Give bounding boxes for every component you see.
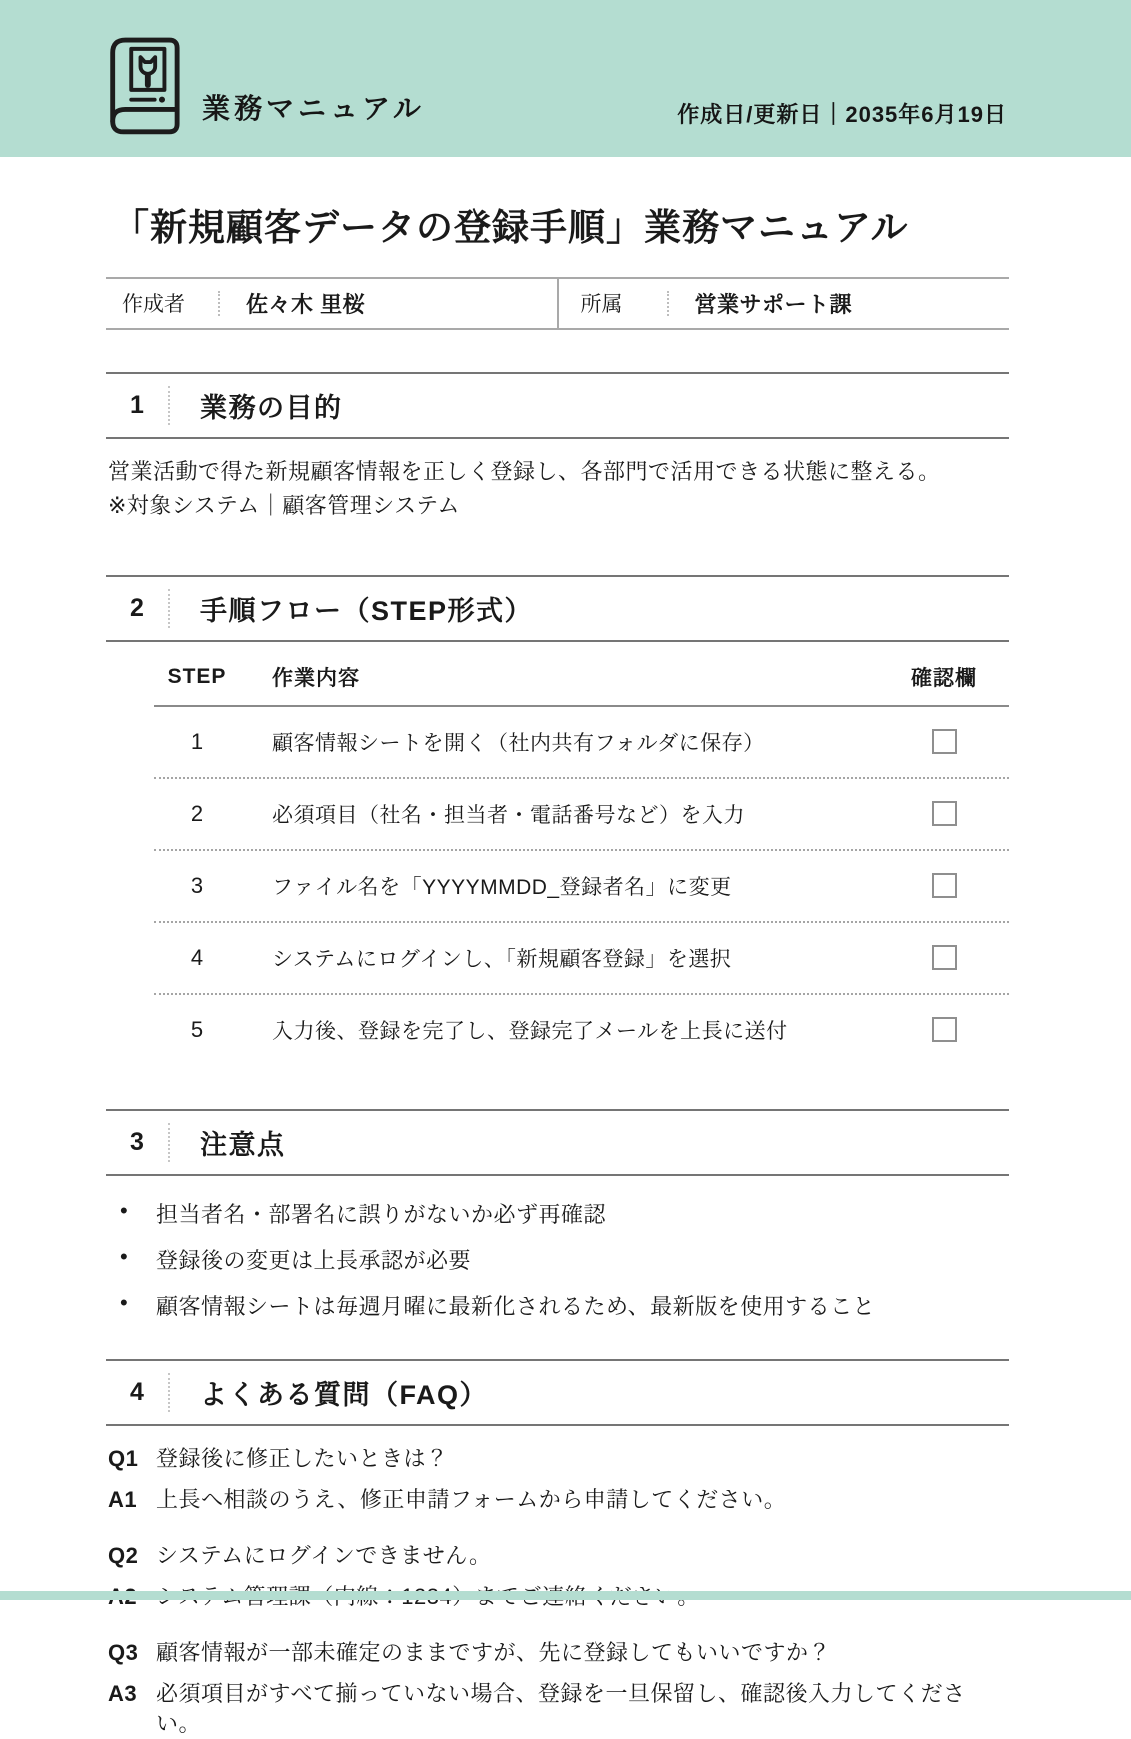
question-label: Q1	[108, 1445, 139, 1471]
answer-text: 上長へ相談のうえ、修正申請フォームから申請してください。	[156, 1486, 787, 1512]
book-wrench-manual-icon	[100, 35, 182, 135]
step-checkbox[interactable]	[932, 801, 957, 826]
faq-answer	[108, 1485, 1009, 1515]
table-row	[154, 779, 1009, 851]
section-title: よくある質問（FAQ）	[200, 1379, 489, 1410]
bullet-icon: •	[120, 1197, 129, 1223]
step-table	[154, 646, 1009, 1065]
faq-question	[108, 1541, 1009, 1571]
page-title: 「新規顧客データの登録手順」業務マニュアル	[112, 207, 909, 248]
app-title: 業務マニュアル	[202, 93, 425, 124]
purpose-line-1: 営業活動で得た新規顧客情報を正しく登録し、各部門で活用できる状態に整える。	[108, 458, 941, 484]
bullet-icon: •	[120, 1243, 129, 1269]
step-task: 顧客情報シートを開く（社内共有フォルダに保存）	[272, 731, 765, 755]
section-title: 手順フロー（STEP形式）	[200, 595, 534, 626]
question-text: 登録後に修正したいときは？	[156, 1445, 449, 1471]
notes-list	[114, 1198, 1009, 1321]
bullet-icon: •	[120, 1289, 129, 1315]
department-cell	[557, 279, 1010, 328]
purpose-text	[108, 455, 1009, 523]
faq-question	[108, 1638, 1009, 1668]
department-value: 営業サポート課	[694, 291, 853, 317]
answer-text: 必須項目がすべて揃っていない場合、登録を一旦保留し、確認後入力してください。	[156, 1680, 966, 1736]
author-value: 佐々木 里桜	[246, 291, 366, 317]
list-item	[114, 1198, 1009, 1229]
note-text: 顧客情報シートは毎週月曜に最新化されるため、最新版を使用すること	[156, 1293, 876, 1319]
step-task: 必須項目（社名・担当者・電話番号など）を入力	[272, 803, 745, 827]
step-table-header	[154, 646, 1009, 707]
question-text: 顧客情報が一部未確定のままですが、先に登録してもいいですか？	[156, 1639, 832, 1665]
step-checkbox[interactable]	[932, 873, 957, 898]
faq-answer	[108, 1679, 1009, 1739]
faq-item	[108, 1638, 1009, 1739]
faq-item	[108, 1444, 1009, 1515]
section-number: 4	[130, 1377, 144, 1406]
question-label: Q3	[108, 1639, 139, 1665]
section-title: 注意点	[200, 1129, 286, 1160]
column-task: 作業内容	[272, 666, 360, 690]
table-row	[154, 995, 1009, 1065]
section-heading-flow	[106, 575, 1009, 642]
table-row	[154, 707, 1009, 779]
author-cell	[106, 279, 557, 328]
list-item	[114, 1244, 1009, 1275]
step-number: 5	[190, 1016, 204, 1042]
purpose-line-2: ※対象システム｜顧客管理システム	[108, 492, 461, 518]
faq-item	[108, 1541, 1009, 1612]
note-text: 登録後の変更は上長承認が必要	[156, 1247, 472, 1273]
note-text: 担当者名・部署名に誤りがないか必ず再確認	[156, 1201, 607, 1227]
step-number: 4	[190, 944, 204, 970]
faq-question	[108, 1444, 1009, 1474]
step-number: 2	[190, 800, 204, 826]
document-body	[0, 203, 1131, 1739]
step-checkbox[interactable]	[932, 729, 957, 754]
header-brand	[100, 35, 425, 135]
table-row	[154, 923, 1009, 995]
question-text: システムにログインできません。	[156, 1542, 492, 1568]
section-number: 2	[130, 593, 144, 622]
section-heading-faq	[106, 1359, 1009, 1426]
answer-label: A3	[108, 1680, 138, 1706]
column-step: STEP	[167, 664, 227, 688]
footer-accent-bar	[0, 1591, 1131, 1600]
step-number: 1	[190, 728, 204, 754]
step-number: 3	[190, 872, 204, 898]
department-label: 所属	[580, 293, 623, 317]
created-updated-date: 作成日/更新日｜2035年6月19日	[677, 102, 1007, 127]
step-task: ファイル名を「YYYYMMDD_登録者名」に変更	[272, 875, 732, 899]
step-checkbox[interactable]	[932, 1017, 957, 1042]
section-heading-notes	[106, 1109, 1009, 1176]
author-meta-table	[106, 277, 1009, 330]
step-task: システムにログインし、「新規顧客登録」を選択	[272, 947, 732, 971]
author-label: 作成者	[122, 293, 185, 317]
section-number: 3	[130, 1127, 144, 1156]
answer-label: A1	[108, 1486, 138, 1512]
step-checkbox[interactable]	[932, 945, 957, 970]
section-number: 1	[130, 390, 144, 419]
question-label: Q2	[108, 1542, 139, 1568]
column-check: 確認欄	[911, 666, 977, 690]
step-task: 入力後、登録を完了し、登録完了メールを上長に送付	[272, 1019, 788, 1043]
section-heading-purpose	[106, 372, 1009, 439]
page-header	[0, 0, 1131, 157]
list-item	[114, 1290, 1009, 1321]
section-title: 業務の目的	[200, 392, 343, 423]
table-row	[154, 851, 1009, 923]
